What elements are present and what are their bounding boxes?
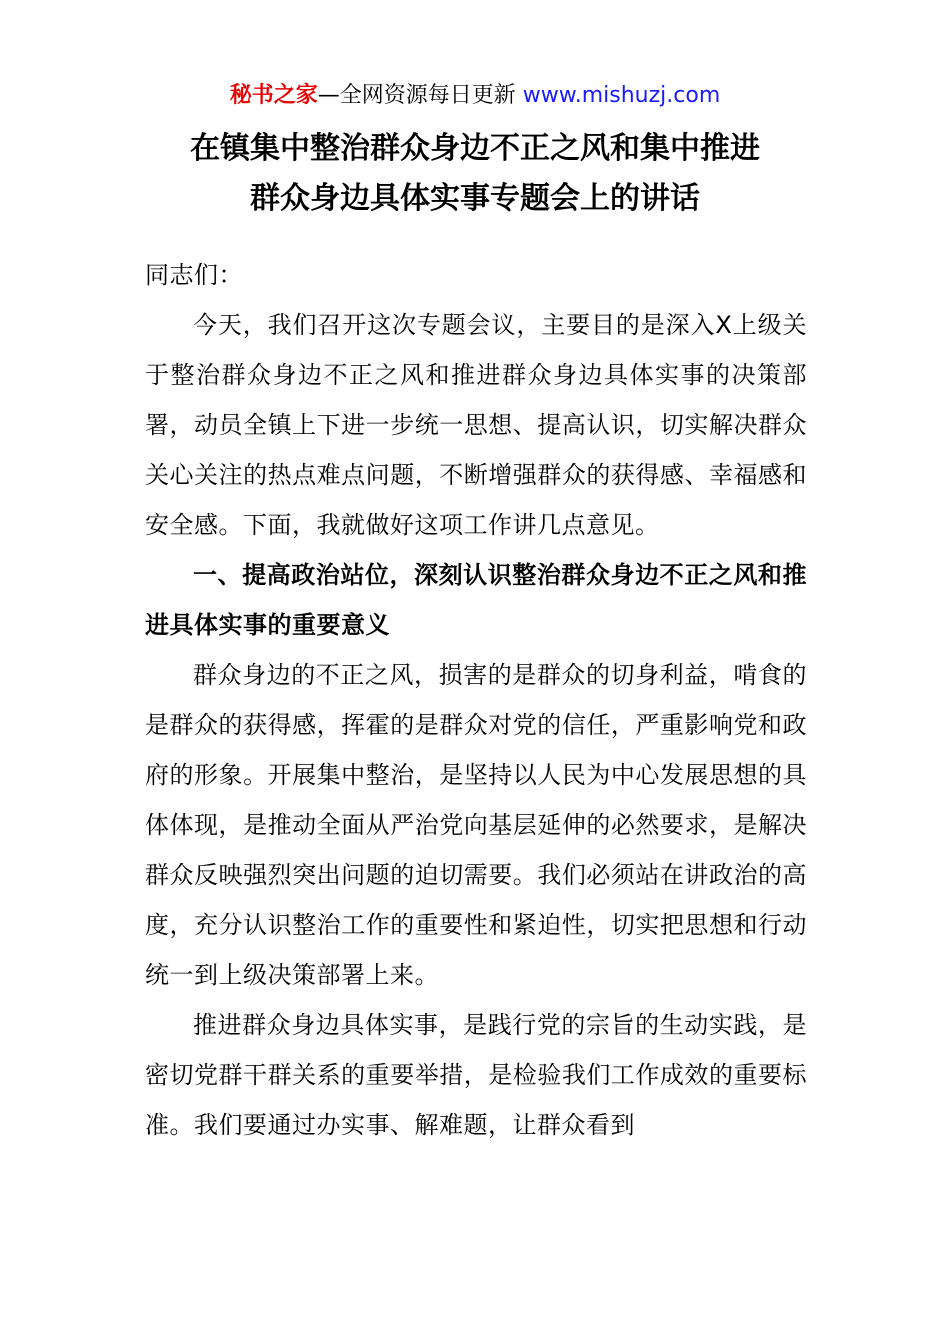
section-heading-1: 一、提高政治站位，深刻认识整治群众身边不正之风和推进具体实事的重要意义 — [145, 561, 807, 639]
site-tagline: —全网资源每日更新 — [317, 83, 523, 108]
document-title — [0, 124, 950, 224]
site-name: 秘书之家 — [229, 83, 318, 108]
title-line-2: 群众身边具体实事专题会上的讲话 — [250, 181, 700, 216]
salutation: 同志们： — [145, 261, 243, 289]
paragraph-significance: 群众身边的不正之风，损害的是群众的切身利益，啃食的是群众的获得感，挥霍的是群众对党的信任，严重影响党和政府的形象。开展集中整治，是坚持以人民为中心发展思想的具体体现，是推动全面从严治党向基层延伸的必然要求，是解决群众反映强烈突出问题的迫切需要。我们必须站在讲政治的高度，充分认识整治工作的重要性和紧迫性，切实把思想和行动统一到上级决策部署上来。 — [145, 661, 807, 989]
site-url-link[interactable]: www.mishuzj.com — [522, 83, 721, 108]
paragraph-intro: 今天，我们召开这次专题会议，主要目的是深入X上级关于整治群众身边不正之风和推进群众身边具体实事的决策部署，动员全镇上下进一步统一思想、提高认识，切实解决群众关心关注的热点难点问题，不断增强群众的获得感、幸福感和安全感。下面，我就做好这项工作讲几点意见。 — [145, 311, 807, 539]
document-body — [145, 250, 807, 1150]
title-line-1: 在镇集中整治群众身边不正之风和集中推进 — [190, 131, 760, 166]
paragraph-practical-matters: 推进群众身边具体实事，是践行党的宗旨的生动实践，是密切党群干群关系的重要举措，是检验我们工作成效的重要标准。我们要通过办实事、解难题，让群众看到 — [145, 1011, 807, 1139]
site-header — [0, 80, 950, 112]
